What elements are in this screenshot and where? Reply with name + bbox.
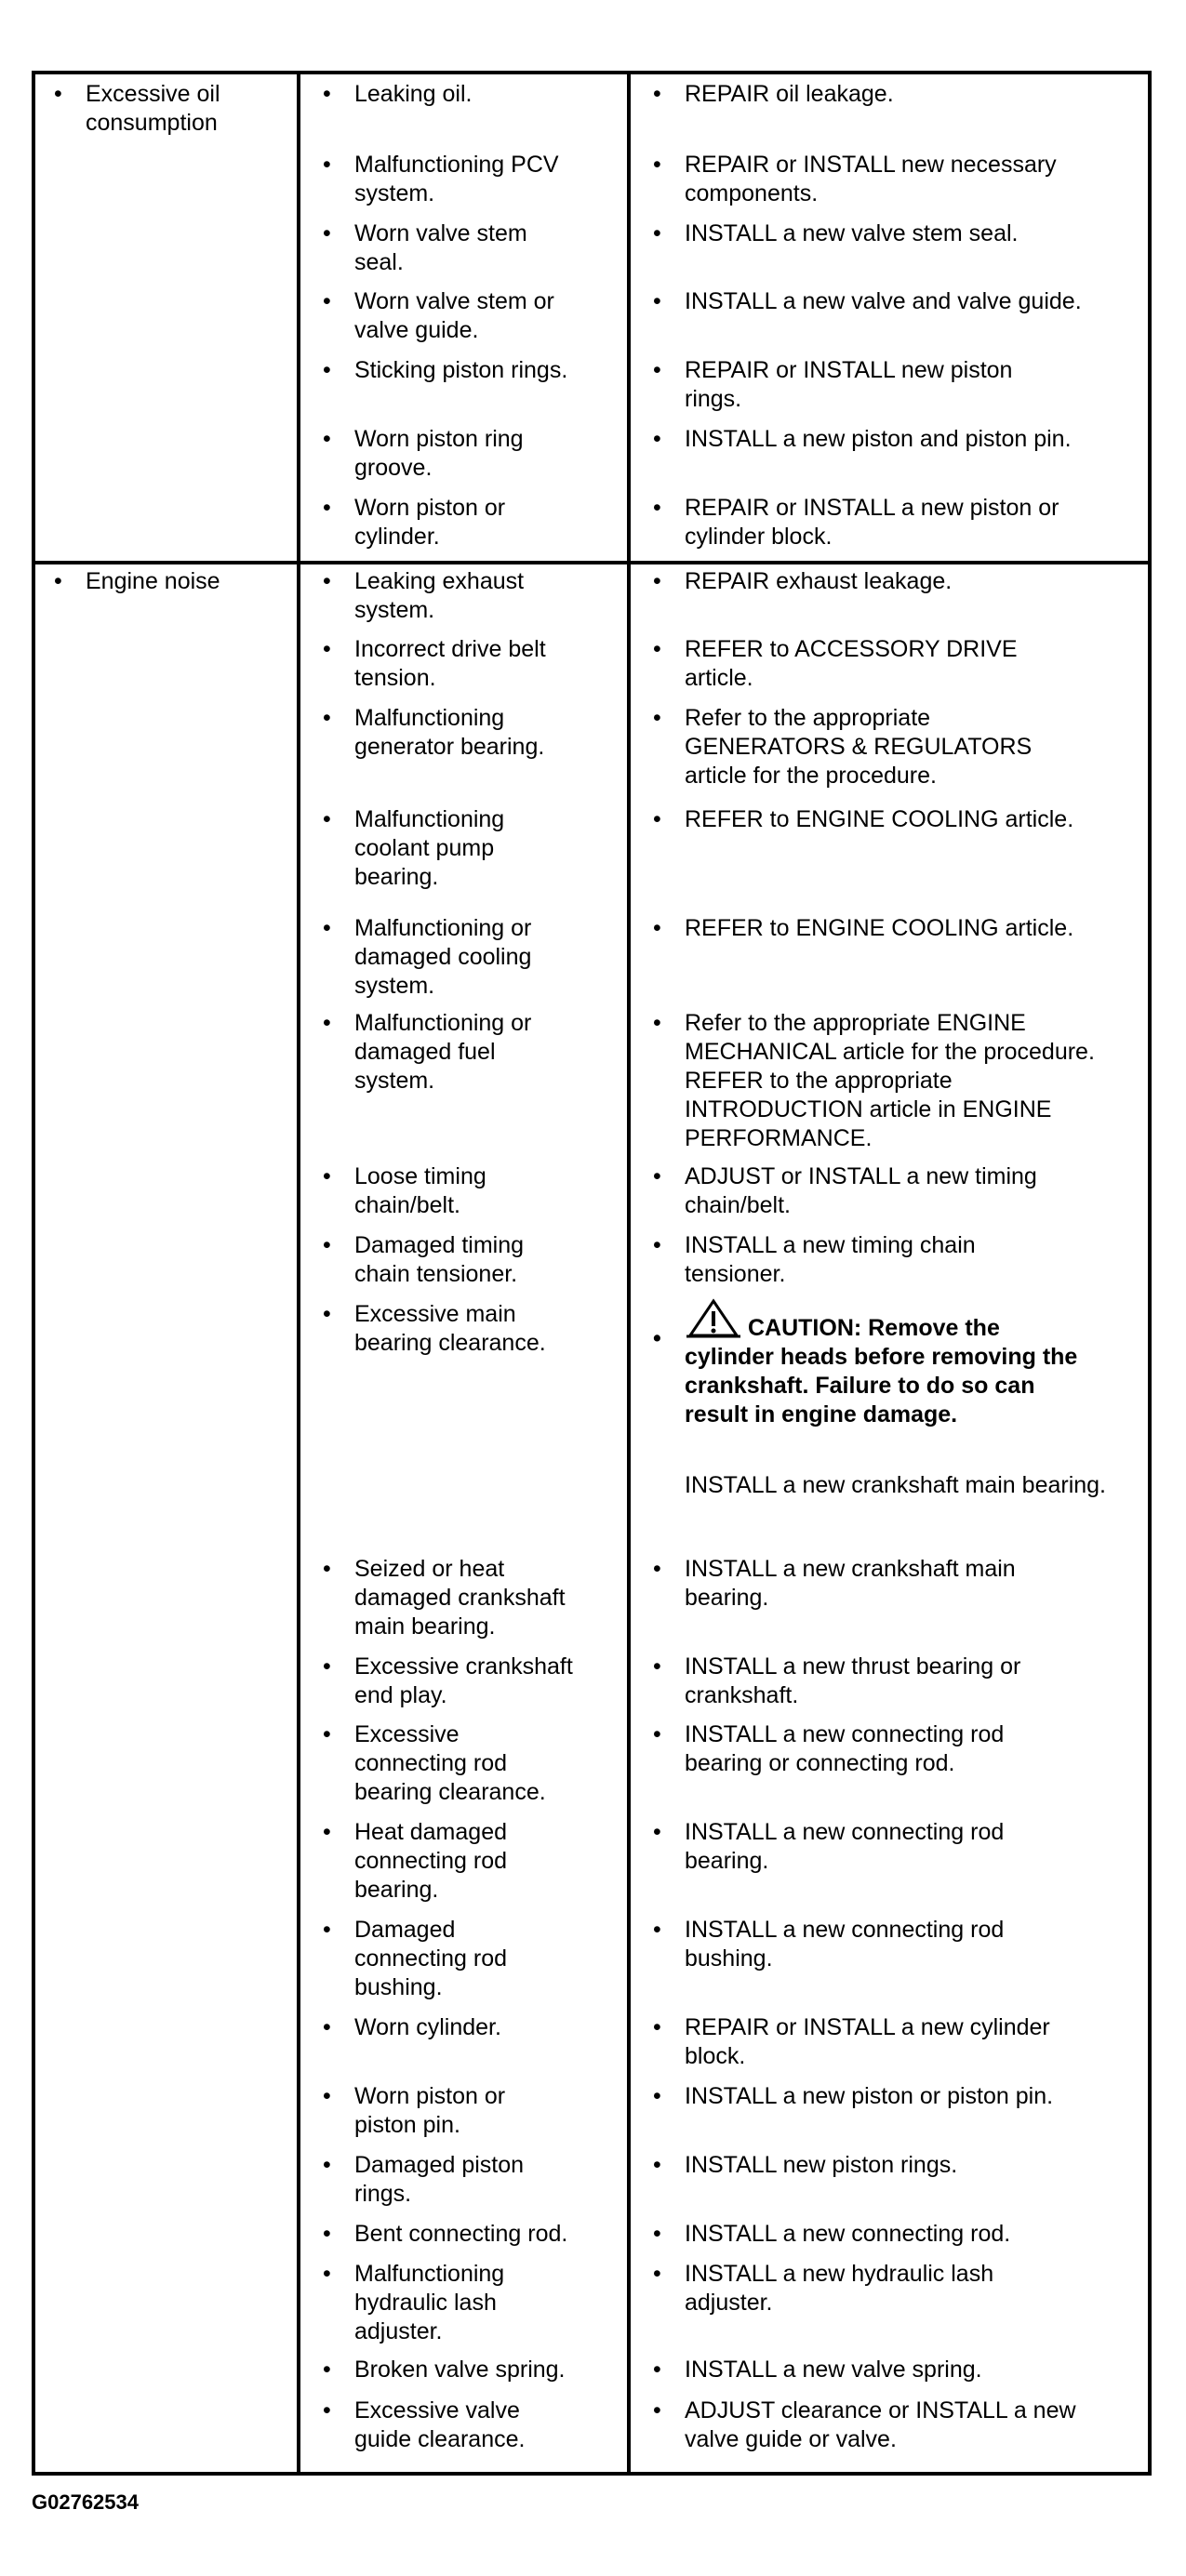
action-cell [653, 805, 1123, 834]
bullet: • [323, 1653, 331, 1680]
action-cell [653, 1009, 1123, 1153]
cause-text: Malfunctioning coolant pump bearing. [354, 806, 505, 890]
bullet: • [653, 1819, 661, 1845]
cause-cell [323, 2260, 639, 2346]
bullet: • [653, 806, 661, 832]
action-cell [653, 704, 1123, 790]
action-text: Refer to the appropriate GENERATORS & REGULATORS article for the procedure. [685, 705, 1033, 789]
bullet: • [653, 2397, 661, 2423]
cause-text: Malfunctioning or damaged cooling system. [354, 915, 532, 999]
bullet: • [54, 81, 62, 107]
action-cell [653, 635, 1123, 693]
cause-text: Loose timing chain/belt. [354, 1163, 486, 1218]
bullet: • [653, 915, 661, 941]
action-text: INSTALL a new piston and piston pin. [685, 426, 1072, 452]
cause-cell [323, 1231, 639, 1289]
cause-cell [323, 494, 639, 551]
action-text: INSTALL a new piston or piston pin. [685, 2083, 1054, 2109]
symptom-text: Engine noise [86, 568, 220, 594]
bullet: • [653, 1721, 661, 1747]
cause-text: Malfunctioning hydraulic lash adjuster. [354, 2261, 505, 2344]
action-text: REPAIR exhaust leakage. [685, 568, 953, 594]
cause-text: Broken valve spring. [354, 2357, 566, 2383]
cause-cell [323, 2397, 639, 2454]
cause-cell [323, 805, 639, 892]
bullet: • [323, 568, 331, 594]
bullet: • [653, 2152, 661, 2178]
bullet: • [653, 495, 661, 521]
bullet: • [323, 2357, 331, 2383]
cause-text: Bent connecting rod. [354, 2221, 568, 2247]
action-cell [653, 356, 1123, 414]
bullet: • [653, 426, 661, 452]
action-cell [653, 2220, 1123, 2249]
cause-text: Worn piston ring groove. [354, 426, 524, 481]
bullet: • [653, 1163, 661, 1189]
bullet: • [323, 1301, 331, 1327]
cause-text: Worn valve stem or valve guide. [354, 288, 554, 343]
action-text: INSTALL a new thrust bearing or crankshaft. [685, 1653, 1021, 1708]
caution-text: CAUTION: Remove the cylinder heads before removing the crankshaft. Failure to do so can result in engine damage. [685, 1315, 1078, 1427]
cause-text: Worn piston or cylinder. [354, 495, 506, 550]
action-cell [653, 567, 1123, 596]
action-cell [653, 914, 1123, 943]
cause-cell [323, 1720, 639, 1807]
cause-cell [323, 2220, 639, 2249]
cause-cell [323, 704, 639, 762]
bullet: • [653, 288, 661, 314]
cause-text: Leaking oil. [354, 81, 473, 107]
cause-cell [323, 425, 639, 483]
cause-cell [323, 2013, 639, 2042]
cause-text: Excessive valve guide clearance. [354, 2397, 526, 2452]
action-text: INSTALL a new valve and valve guide. [685, 288, 1082, 314]
bullet: • [323, 1163, 331, 1189]
bullet: • [323, 81, 331, 107]
action-cell [653, 80, 1123, 109]
bullet: • [653, 2221, 661, 2247]
cause-cell [323, 1818, 639, 1905]
action-cell [653, 1231, 1123, 1289]
action-cell [653, 1818, 1123, 1876]
bullet: • [323, 426, 331, 452]
symptom-cell [54, 80, 287, 138]
bullet: • [653, 705, 661, 731]
action-cell [653, 151, 1123, 208]
cause-text: Sticking piston rings. [354, 357, 568, 383]
bullet: • [323, 1232, 331, 1258]
cause-text: Worn valve stem seal. [354, 220, 527, 275]
bullet: • [653, 1325, 661, 1351]
action-cell [653, 287, 1123, 316]
bullet: • [323, 2261, 331, 2287]
cause-cell [323, 151, 639, 208]
cause-cell [323, 219, 639, 277]
cause-cell [323, 2356, 639, 2384]
action-text: INSTALL a new connecting rod bearing or connecting rod. [685, 1721, 1005, 1776]
cause-text: Worn cylinder. [354, 2014, 501, 2040]
action-text: INSTALL a new connecting rod bearing. [685, 1819, 1005, 1874]
cause-text: Malfunctioning generator bearing. [354, 705, 545, 760]
action-text: INSTALL a new hydraulic lash adjuster. [685, 2261, 994, 2316]
cause-cell [323, 635, 639, 693]
caution-note [653, 1298, 1123, 1429]
cause-text: Seized or heat damaged crankshaft main bearing. [354, 1556, 566, 1640]
action-cell [653, 1162, 1123, 1220]
bullet: • [323, 220, 331, 246]
bullet: • [653, 357, 661, 383]
bullet: • [653, 1653, 661, 1680]
action-cell [653, 1720, 1123, 1778]
action-text: INSTALL a new valve spring. [685, 2357, 982, 2383]
action-text: REPAIR oil leakage. [685, 81, 894, 107]
action-text: Refer to the appropriate ENGINE MECHANICAL article for the procedure. REFER to the appropriate INTRODUCTION article in ENGINE PERFORMANCE. [685, 1010, 1095, 1151]
cause-text: Damaged connecting rod bushing. [354, 1917, 508, 2000]
bullet: • [323, 915, 331, 941]
bullet: • [653, 636, 661, 662]
cause-text: Worn piston or piston pin. [354, 2083, 506, 2138]
bullet: • [323, 1917, 331, 1943]
cause-cell [323, 2151, 639, 2209]
bullet: • [323, 2083, 331, 2109]
cause-cell [323, 1653, 639, 1710]
bullet: • [54, 568, 62, 594]
section-divider [35, 561, 1148, 564]
bullet: • [323, 1721, 331, 1747]
bullet: • [323, 152, 331, 178]
bullet: • [323, 288, 331, 314]
bullet: • [323, 495, 331, 521]
bullet: • [653, 2014, 661, 2040]
symptom-cell [54, 567, 287, 596]
cause-text: Excessive connecting rod bearing clearance. [354, 1721, 546, 1805]
bullet: • [653, 220, 661, 246]
action-cell [653, 425, 1123, 454]
bullet: • [653, 2261, 661, 2287]
cause-text: Excessive crankshaft end play. [354, 1653, 573, 1708]
bullet: • [323, 705, 331, 731]
bullet: • [653, 81, 661, 107]
bullet: • [323, 636, 331, 662]
action-cell [653, 2082, 1123, 2111]
action-text: ADJUST clearance or INSTALL a new valve guide or valve. [685, 2397, 1076, 2452]
cause-text: Malfunctioning PCV system. [354, 152, 559, 206]
action-cell [653, 2151, 1123, 2180]
warning-triangle-icon [685, 1298, 742, 1339]
cause-text: Heat damaged connecting rod bearing. [354, 1819, 508, 1903]
bullet: • [653, 1917, 661, 1943]
cause-text: Damaged timing chain tensioner. [354, 1232, 525, 1287]
action-text: INSTALL a new crankshaft main bearing. [685, 1556, 1016, 1611]
action-text: INSTALL a new timing chain tensioner. [685, 1232, 976, 1287]
cause-cell [323, 80, 639, 109]
bullet: • [323, 2397, 331, 2423]
action-text: REFER to ENGINE COOLING article. [685, 806, 1074, 832]
cause-cell [323, 1916, 639, 2002]
bullet: • [323, 2014, 331, 2040]
action-text: REFER to ENGINE COOLING article. [685, 915, 1074, 941]
action-cell [653, 1916, 1123, 1973]
bullet: • [653, 1010, 661, 1036]
action-cell [653, 2397, 1123, 2454]
action-text: REPAIR or INSTALL a new piston or cylinder block. [685, 495, 1059, 550]
action-text: REFER to ACCESSORY DRIVE article. [685, 636, 1018, 691]
bullet: • [323, 1010, 331, 1036]
bullet: • [323, 357, 331, 383]
cause-cell [323, 356, 639, 385]
action-text: INSTALL a new connecting rod. [685, 2221, 1011, 2247]
cause-cell [323, 914, 639, 1001]
action-text: REPAIR or INSTALL a new cylinder block. [685, 2014, 1050, 2069]
bullet: • [323, 2152, 331, 2178]
bullet: • [323, 2221, 331, 2247]
cause-text: Excessive main bearing clearance. [354, 1301, 546, 1356]
cause-cell [323, 1009, 639, 1095]
cause-cell [323, 1555, 639, 1641]
action-text: REPAIR or INSTALL new necessary components. [685, 152, 1057, 206]
cause-text: Incorrect drive belt tension. [354, 636, 546, 691]
cause-text: Malfunctioning or damaged fuel system. [354, 1010, 532, 1094]
bullet: • [653, 2357, 661, 2383]
figure-id: G02762534 [32, 2490, 139, 2514]
cause-cell [323, 2082, 639, 2140]
action-text: INSTALL a new crankshaft main bearing. [685, 1472, 1107, 1498]
bullet: • [653, 2083, 661, 2109]
column-divider [297, 74, 300, 2472]
action-text: INSTALL a new valve stem seal. [685, 220, 1019, 246]
action-cell [653, 494, 1123, 551]
action-cell [653, 219, 1123, 248]
action-cell [653, 1555, 1123, 1613]
action-text: INSTALL a new connecting rod bushing. [685, 1917, 1005, 1972]
cause-text: Leaking exhaust system. [354, 568, 525, 623]
action-cell [653, 2356, 1123, 2384]
action-cell [653, 2260, 1123, 2317]
bullet: • [323, 1556, 331, 1582]
action-cell [653, 2013, 1123, 2071]
cause-cell [323, 567, 639, 625]
bullet: • [323, 806, 331, 832]
action-text: ADJUST or INSTALL a new timing chain/belt. [685, 1163, 1037, 1218]
bullet: • [653, 568, 661, 594]
cause-cell [323, 1300, 639, 1358]
symptom-text: Excessive oil consumption [86, 81, 220, 136]
action-text: REPAIR or INSTALL new piston rings. [685, 357, 1013, 412]
bullet: • [323, 1819, 331, 1845]
bullet: • [653, 1232, 661, 1258]
action-text: INSTALL new piston rings. [685, 2152, 958, 2178]
cause-text: Damaged piston rings. [354, 2152, 525, 2207]
action-cell [653, 1653, 1123, 1710]
bullet: • [653, 1556, 661, 1582]
cause-cell [323, 1162, 639, 1220]
bullet: • [653, 152, 661, 178]
cause-cell [323, 287, 639, 345]
